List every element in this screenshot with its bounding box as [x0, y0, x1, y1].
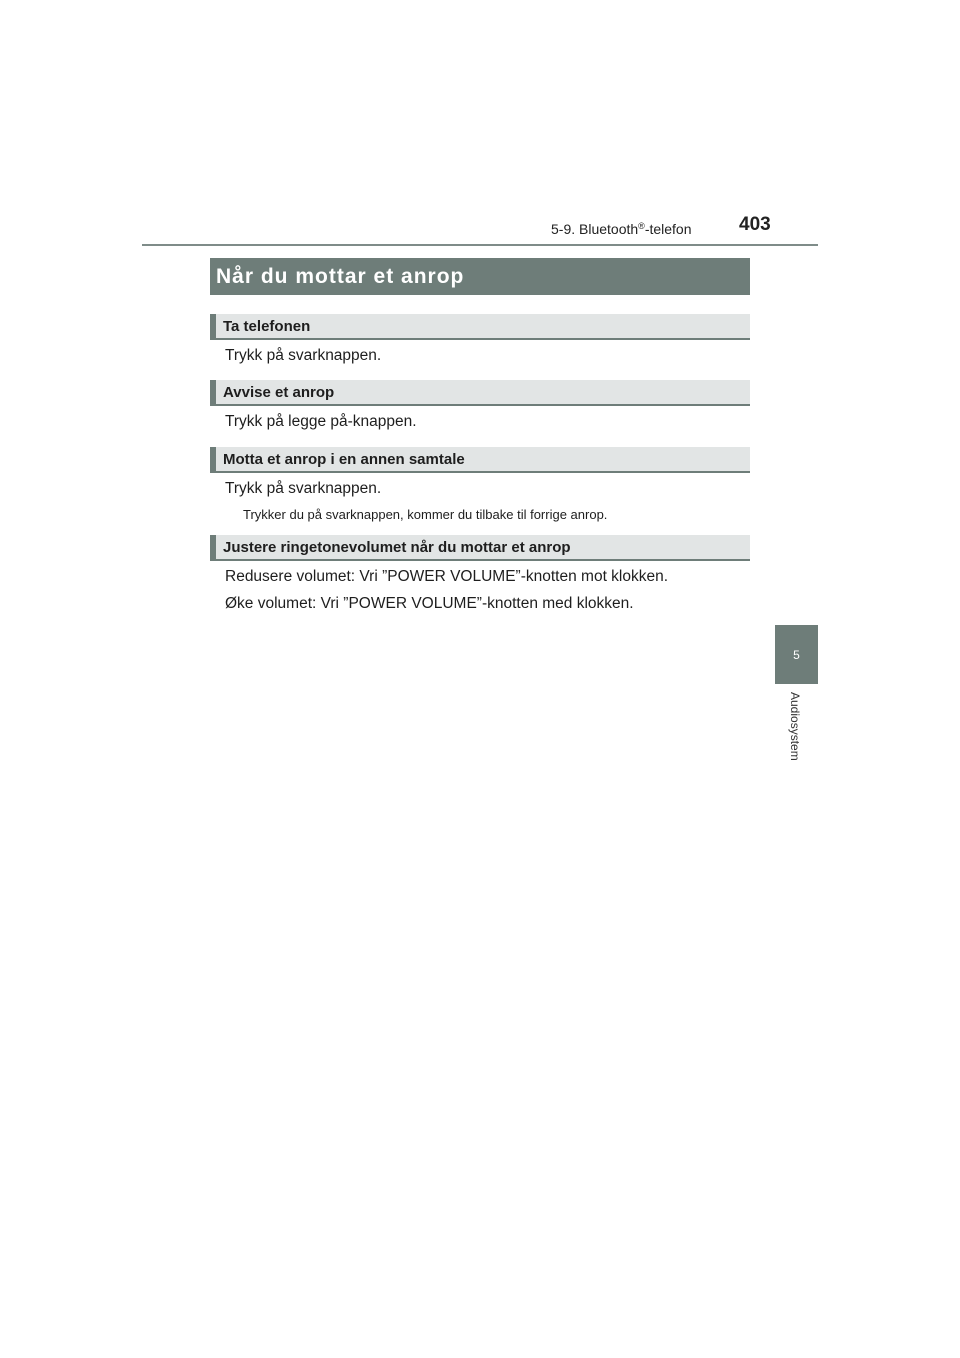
reject-instruction: Trykk på legge på-knappen.	[225, 413, 417, 430]
registered-mark: ®	[638, 221, 645, 231]
subheading-call-waiting: Motta et anrop i en annen samtale	[210, 447, 750, 473]
volume-decrease-instruction: Redusere volumet: Vri ”POWER VOLUME”-knotten mot klokken.	[225, 568, 669, 585]
section-title: Når du mottar et anrop	[210, 258, 750, 295]
volume-increase-instruction: Øke volumet: Vri ”POWER VOLUME”-knotten med klokken.	[225, 595, 634, 612]
chapter-number: 5	[793, 647, 800, 662]
header-rule	[142, 244, 818, 246]
chapter-label: Audiosystem	[788, 692, 802, 761]
call-waiting-instruction: Trykk på svarknappen.	[225, 480, 382, 497]
subheading-answer: Ta telefonen	[210, 314, 750, 340]
chapter-ref: 5-9. Bluetooth	[551, 221, 639, 237]
chapter-tab	[775, 625, 818, 684]
running-header	[551, 221, 692, 237]
page-number: 403	[739, 214, 771, 235]
chapter-suffix: -telefon	[644, 221, 692, 237]
call-waiting-note: Trykker du på svarknappen, kommer du tilbake til forrige anrop.	[243, 507, 608, 522]
subheading-reject: Avvise et anrop	[210, 380, 750, 406]
subheading-ringtone-volume: Justere ringetonevolumet når du mottar et anrop	[210, 535, 750, 561]
answer-instruction: Trykk på svarknappen.	[225, 347, 382, 364]
